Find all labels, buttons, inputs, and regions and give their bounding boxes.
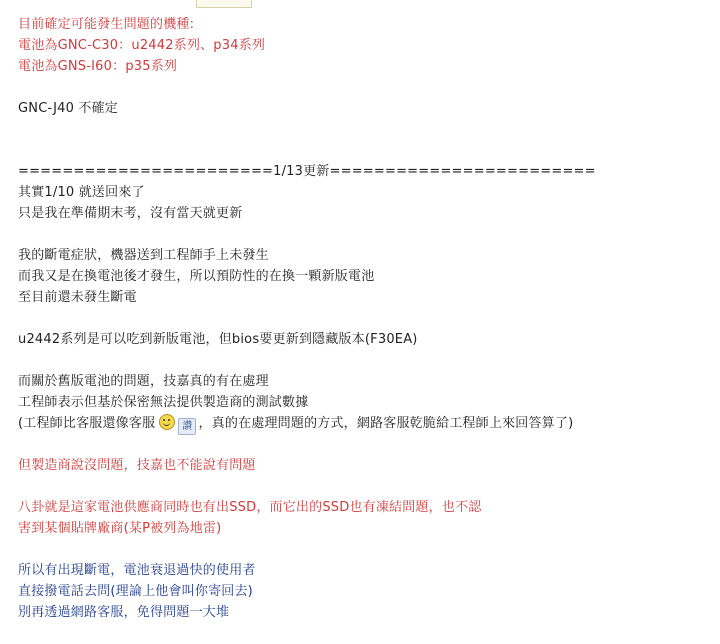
smiley-emoticon-icon	[159, 414, 175, 430]
spacer	[18, 140, 710, 161]
paragraph-line: 工程師表示但基於保密無法提供製造商的測試數據	[18, 395, 309, 410]
spacer	[18, 434, 710, 455]
spacer	[18, 224, 710, 245]
post-body	[18, 14, 710, 623]
paragraph-line: 只是我在準備期末考，沒有當天就更新	[18, 206, 243, 221]
gossip-line: 八卦就是這家電池供應商同時也有出SSD，而它出的SSD也有凍結問題，也不認	[18, 500, 482, 515]
gnc-j40-line: GNC-J40 不確定	[18, 101, 118, 116]
paragraph-line: u2442系列是可以吃到新版電池，但bios要更新到隱藏版本(F30EA)	[18, 332, 418, 347]
spacer	[18, 350, 710, 371]
battery-gns-i60-line: 電池為GNS-I60：p35系列	[18, 59, 178, 74]
gossip-line: 害到某個貼牌廠商(某P被列為地雷)	[18, 521, 222, 536]
spacer	[18, 77, 710, 98]
spacer	[18, 308, 710, 329]
advice-line: 所以有出現斷電，電池衰退過快的使用者	[18, 563, 256, 578]
affected-models-heading: 目前確定可能發生問題的機種:	[18, 17, 195, 32]
battery-gnc-c30-line: 電池為GNC-C30：u2442系列、p34系列	[18, 38, 266, 53]
advice-line: 別再透過網路客服，免得問題一大堆	[18, 605, 230, 620]
paragraph-line: 其實1/10 就送回來了	[18, 185, 145, 200]
paragraph-line: 而關於舊版電池的問題，技嘉真的有在處理	[18, 374, 269, 389]
paragraph-line: 而我又是在換電池後才發生，所以預防性的在換一顆新版電池	[18, 269, 375, 284]
like-chip: 讚	[178, 418, 196, 435]
advice-line: 直接撥電話去問(理論上他會叫你寄回去)	[18, 584, 253, 599]
top-tab-edge	[196, 0, 252, 8]
paragraph-line: 我的斷電症狀，機器送到工程師手上未發生	[18, 248, 269, 263]
engineer-remark-line	[18, 413, 710, 434]
spacer	[18, 539, 710, 560]
spacer	[18, 476, 710, 497]
spacer	[18, 119, 710, 140]
update-divider: =======================1/13更新========================	[18, 164, 596, 179]
remark-text-start: (工程師比客服還像客服	[18, 416, 156, 431]
paragraph-line: 至目前還未發生斷電	[18, 290, 137, 305]
remark-text-end: ，真的在處理問題的方式，網路客服乾脆給工程師上來回答算了)	[198, 416, 574, 431]
manufacturer-line: 但製造商說沒問題，技嘉也不能說有問題	[18, 458, 256, 473]
